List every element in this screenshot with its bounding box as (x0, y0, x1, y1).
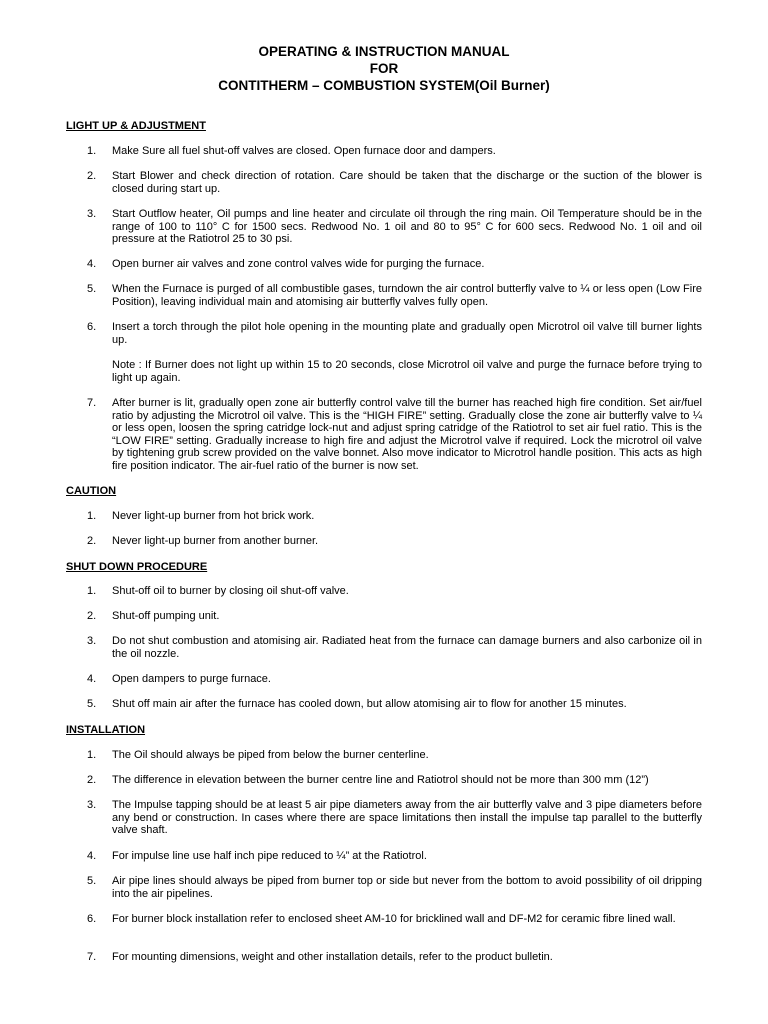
item-text: Shut off main air after the furnace has cooled down, but allow atomising air to flow for another 15 minutes. (112, 698, 627, 710)
title-line-1: OPERATING & INSTRUCTION MANUAL (258, 44, 510, 59)
item-number: 1. (87, 145, 97, 157)
item-text: Shut-off pumping unit. (112, 610, 220, 622)
item-number: 2. (87, 170, 97, 182)
item-number: 7. (87, 397, 97, 409)
title-line-2: FOR (369, 61, 399, 76)
item-text: For burner block installation refer to enclosed sheet AM-10 for bricklined wall and DF-M2 for ceramic fibre lined wall. (112, 913, 676, 925)
item-number: 4. (87, 850, 97, 862)
item-text: Never light-up burner from another burner. (112, 535, 319, 547)
item-number: 4. (87, 258, 97, 270)
item-number: 3. (87, 208, 97, 220)
item-text: Insert a torch through the pilot hole opening in the mounting plate and gradually open Microtrol oil valve till burner lights up. (112, 321, 702, 346)
section-heading-light-up: LIGHT UP & ADJUSTMENT (66, 120, 206, 132)
item-number: 2. (87, 774, 97, 786)
item-number: 5. (87, 698, 97, 710)
section-heading-caution: CAUTION (66, 485, 117, 497)
item-number: 2. (87, 535, 97, 547)
item-number: 3. (87, 799, 97, 811)
item-text: Make Sure all fuel shut-off valves are closed. Open furnace door and dampers. (112, 145, 496, 157)
item-text: Air pipe lines should always be piped from burner top or side but never from the bottom to avoid possibility of oil dripping into the air pipelines. (112, 875, 702, 900)
item-number: 1. (87, 510, 97, 522)
item-number: 5. (87, 283, 97, 295)
item-text: Shut-off oil to burner by closing oil shut-off valve. (112, 585, 349, 597)
item-number: 1. (87, 585, 97, 597)
item-number: 3. (87, 635, 97, 647)
item-text: For mounting dimensions, weight and other installation details, refer to the product bulletin. (112, 951, 553, 963)
item-number: 1. (87, 749, 97, 761)
item-text: Open dampers to purge furnace. (112, 673, 271, 685)
item-number: 5. (87, 875, 97, 887)
note-text: Note : If Burner does not light up within 15 to 20 seconds, close Microtrol oil valve and purge the furnace before trying to light up again. (112, 359, 702, 384)
item-number: 6. (87, 913, 97, 925)
item-text: Start Blower and check direction of rotation. Care should be taken that the discharge or the suction of the blower is closed during start up. (112, 170, 702, 195)
item-number: 2. (87, 610, 97, 622)
item-text: Do not shut combustion and atomising air. Radiated heat from the furnace can damage burners and also carbonize oil in the oil nozzle. (112, 635, 702, 660)
item-text: Start Outflow heater, Oil pumps and line heater and circulate oil through the ring main. Oil Temperature should be in the range of 100 to 110° C for 1500 secs. Redwood No. 1 oil and 80 to 95° C for 600 secs. Redwood No. 1 oil and oil pressure at the Ratiotrol 25 to 30 psi. (112, 208, 702, 246)
item-number: 6. (87, 321, 97, 333)
item-text: After burner is lit, gradually open zone air butterfly control valve till the burner has reached high fire condition. Set air/fuel ratio by adjusting the Microtrol oil valve. This is the “HIGH FIRE” setting. Gradually close the zone air butterfly valve to ¼ or less open, loosen the spring catridge lock-nut and adjust spring catridge of the Ratiotrol to set air fuel ratio. This is the “LOW FIRE” setting. Gradually increase to high fire and adjust the Microtrol valve if required. Lock the microtrol oil valve by tightening grub screw provided on the valve bonnet. Also move indicator to Microtrol handle position. This acts as high fire position indicator. The air-fuel ratio of the burner is now set. (112, 397, 702, 472)
section-heading-installation: INSTALLATION (66, 724, 146, 736)
item-text: The Impulse tapping should be at least 5 air pipe diameters away from the air butterfly valve and 3 pipe diameters before any bend or construction. In cases where there are space limitations then install the impulse tap parallel to the butterfly valve shaft. (112, 799, 702, 837)
item-text: When the Furnace is purged of all combustible gases, turndown the air control butterfly valve to ¼ or less open (Low Fire Position), leaving individual main and atomising air butterfly valves fully open. (112, 283, 702, 308)
item-number: 4. (87, 673, 97, 685)
item-text: Open burner air valves and zone control valves wide for purging the furnace. (112, 258, 485, 270)
item-number: 7. (87, 951, 97, 963)
title-line-3: CONTITHERM – COMBUSTION SYSTEM(Oil Burner) (218, 78, 550, 93)
item-text: Never light-up burner from hot brick work. (112, 510, 315, 522)
item-text: The difference in elevation between the burner centre line and Ratiotrol should not be more than 300 mm (12”) (112, 774, 649, 786)
item-text: For impulse line use half inch pipe reduced to ¼” at the Ratiotrol. (112, 850, 427, 862)
item-text: The Oil should always be piped from below the burner centerline. (112, 749, 429, 761)
section-heading-shutdown: SHUT DOWN PROCEDURE (66, 561, 208, 573)
